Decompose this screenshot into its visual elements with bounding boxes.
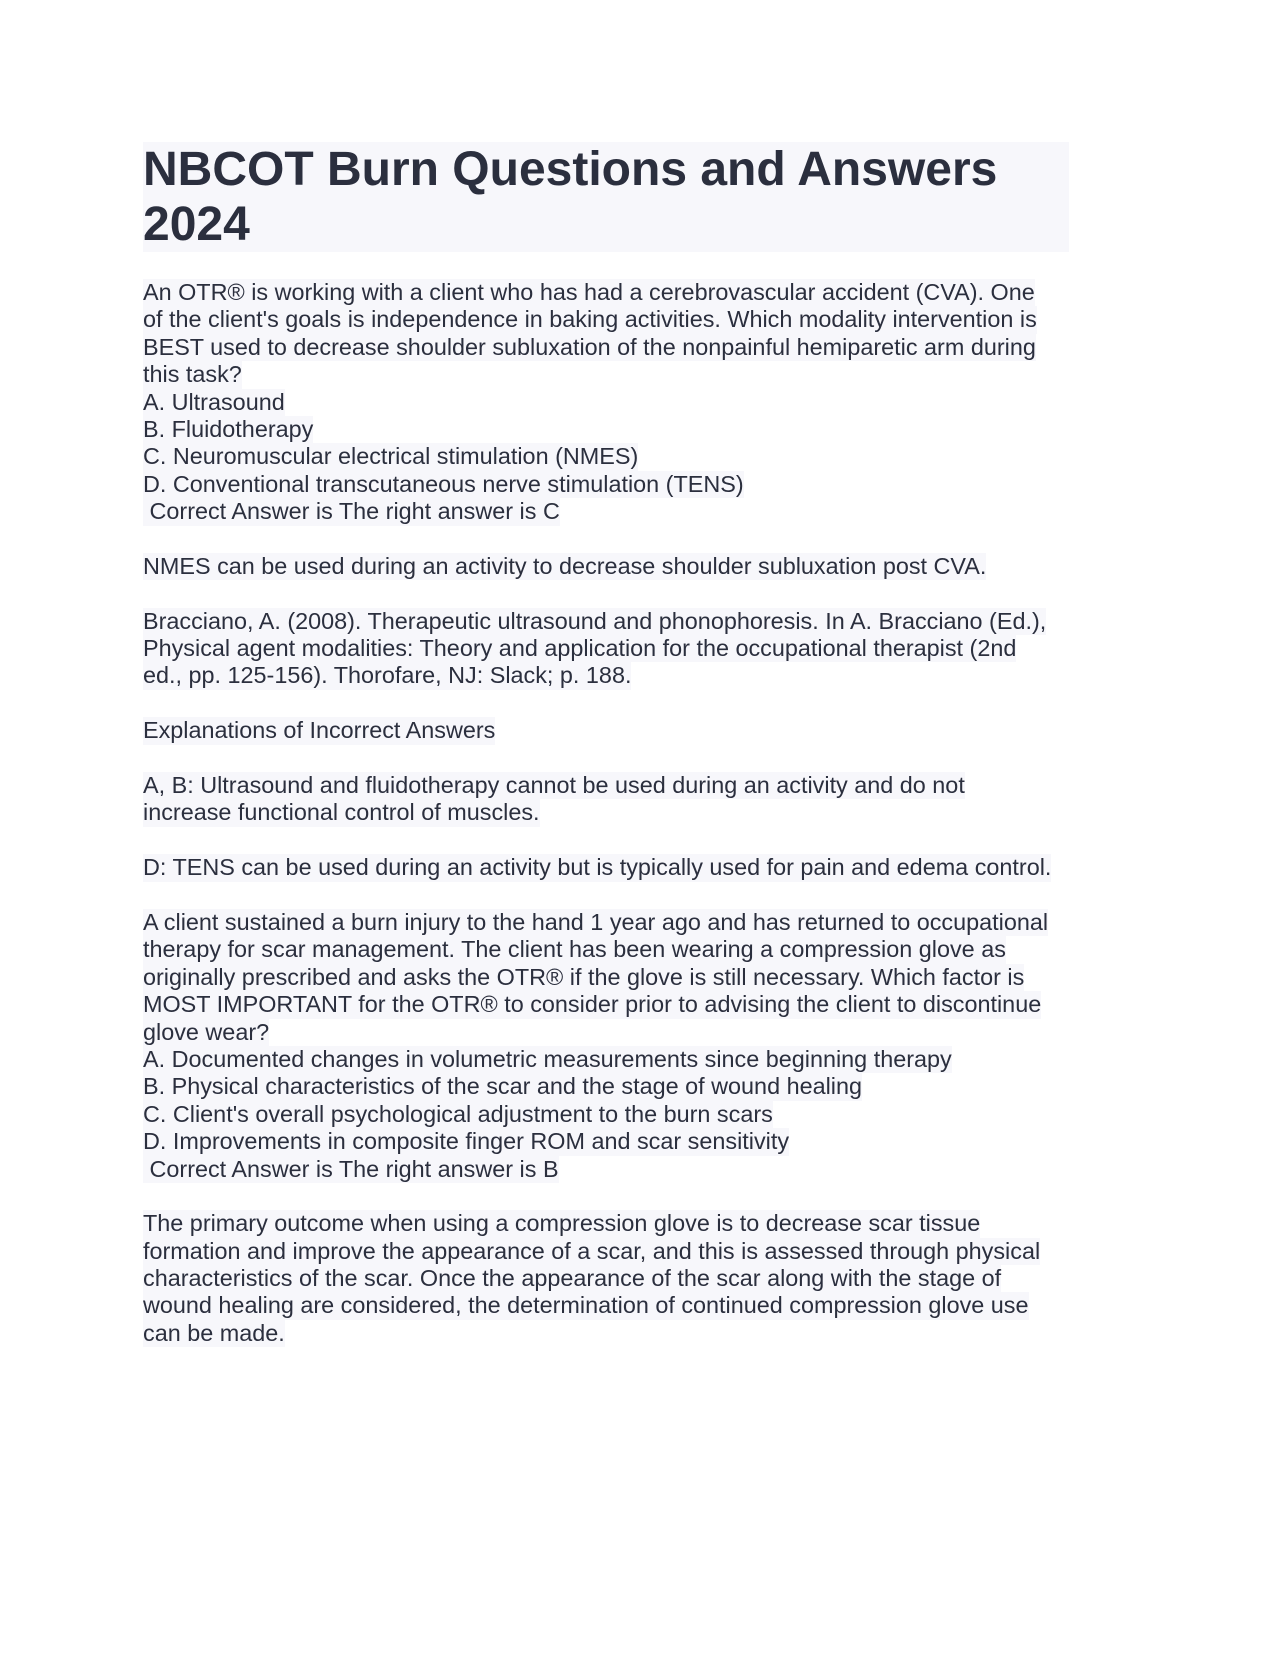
text-line-content: A. Ultrasound bbox=[143, 388, 285, 415]
text-line bbox=[143, 964, 1051, 991]
text-line-content: MOST IMPORTANT for the OTR® to consider prior to advising the client to discontinue bbox=[143, 991, 1042, 1018]
blank-line bbox=[143, 827, 1051, 854]
text-line-content: formation and improve the appearance of a scar, and this is assessed through physical bbox=[143, 1237, 1041, 1264]
text-line-content: glove wear? bbox=[143, 1018, 270, 1045]
text-line bbox=[143, 936, 1051, 963]
text-line-content: BEST used to decrease shoulder subluxation of the nonpainful hemiparetic arm during bbox=[143, 333, 1036, 360]
text-line bbox=[143, 854, 1051, 881]
title-line-2: 2024 bbox=[143, 198, 250, 251]
text-line-content: Explanations of Incorrect Answers bbox=[143, 717, 496, 744]
blank-line bbox=[143, 580, 1051, 607]
text-line-content: Physical agent modalities: Theory and application for the occupational therapist (2nd bbox=[143, 635, 1017, 662]
text-line-content: increase functional control of muscles. bbox=[143, 799, 540, 826]
text-line bbox=[143, 443, 1051, 470]
text-line bbox=[143, 772, 1051, 799]
text-line bbox=[143, 991, 1051, 1018]
text-line bbox=[143, 1073, 1051, 1100]
text-line bbox=[143, 416, 1051, 443]
text-line-content: The primary outcome when using a compression glove is to decrease scar tissue bbox=[143, 1210, 981, 1237]
text-line bbox=[143, 608, 1051, 635]
text-line bbox=[143, 361, 1051, 388]
text-line bbox=[143, 1128, 1051, 1155]
text-line bbox=[143, 471, 1051, 498]
text-line-content: of the client's goals is independence in baking activities. Which modality intervention is bbox=[143, 306, 1037, 333]
text-line bbox=[143, 717, 1051, 744]
text-line-content: C. Client's overall psychological adjustment to the burn scars bbox=[143, 1100, 773, 1127]
text-line bbox=[143, 389, 1051, 416]
text-line bbox=[143, 1292, 1051, 1319]
text-line-content: therapy for scar management. The client has been wearing a compression glove as bbox=[143, 936, 1006, 963]
text-line bbox=[143, 1046, 1051, 1073]
text-line-content: A client sustained a burn injury to the hand 1 year ago and has returned to occupational bbox=[143, 908, 1049, 935]
text-line bbox=[143, 1320, 1051, 1347]
text-line bbox=[143, 306, 1051, 333]
text-line bbox=[143, 334, 1051, 361]
text-line bbox=[143, 799, 1051, 826]
text-line-content: ed., pp. 125-156). Thorofare, NJ: Slack; p. 188. bbox=[143, 662, 632, 689]
text-line bbox=[143, 909, 1051, 936]
text-line-content: originally prescribed and asks the OTR® if the glove is still necessary. Which factor is bbox=[143, 963, 1025, 990]
blank-line bbox=[143, 745, 1051, 772]
text-line-content: B. Physical characteristics of the scar and the stage of wound healing bbox=[143, 1073, 863, 1100]
text-line-content: An OTR® is working with a client who has had a cerebrovascular accident (CVA). One bbox=[143, 279, 1035, 305]
text-line-content: D. Improvements in composite finger ROM and scar sensitivity bbox=[143, 1128, 790, 1155]
text-line bbox=[143, 1238, 1051, 1265]
text-line bbox=[143, 1019, 1051, 1046]
text-line bbox=[143, 1156, 1051, 1183]
text-line bbox=[143, 662, 1051, 689]
text-line-content: A. Documented changes in volumetric measurements since beginning therapy bbox=[143, 1045, 952, 1072]
text-line-content: wound healing are considered, the determination of continued compression glove use bbox=[143, 1292, 1029, 1319]
text-line bbox=[143, 1101, 1051, 1128]
text-line-content: Correct Answer is The right answer is B bbox=[143, 1155, 559, 1182]
text-line bbox=[143, 1265, 1051, 1292]
text-line-content: characteristics of the scar. Once the appearance of the scar along with the stage of bbox=[143, 1265, 1002, 1292]
text-line-content: NMES can be used during an activity to decrease shoulder subluxation post CVA. bbox=[143, 552, 987, 579]
blank-line bbox=[143, 526, 1051, 553]
text-line-content: D: TENS can be used during an activity but is typically used for pain and edema control. bbox=[143, 854, 1052, 881]
text-line-content: can be made. bbox=[143, 1319, 285, 1346]
text-line bbox=[143, 498, 1051, 525]
text-line-content: Correct Answer is The right answer is C bbox=[143, 498, 560, 525]
text-line bbox=[143, 553, 1051, 580]
blank-line bbox=[143, 1183, 1051, 1210]
text-line-content: Bracciano, A. (2008). Therapeutic ultrasound and phonophoresis. In A. Bracciano (Ed.), bbox=[143, 607, 1047, 634]
blank-line bbox=[143, 882, 1051, 909]
text-line-content: D. Conventional transcutaneous nerve stimulation (TENS) bbox=[143, 470, 744, 497]
document-body bbox=[143, 279, 1051, 1347]
text-line-content: A, B: Ultrasound and fluidotherapy cannot be used during an activity and do not bbox=[143, 772, 965, 799]
text-line bbox=[143, 279, 1051, 306]
text-line bbox=[143, 635, 1051, 662]
text-line-content: B. Fluidotherapy bbox=[143, 415, 314, 442]
document-title bbox=[143, 142, 1069, 252]
text-line bbox=[143, 1210, 1051, 1237]
title-line-1: NBCOT Burn Questions and Answers bbox=[143, 143, 998, 196]
text-line-content: this task? bbox=[143, 361, 242, 388]
text-line-content: C. Neuromuscular electrical stimulation (NMES) bbox=[143, 443, 639, 470]
blank-line bbox=[143, 690, 1051, 717]
